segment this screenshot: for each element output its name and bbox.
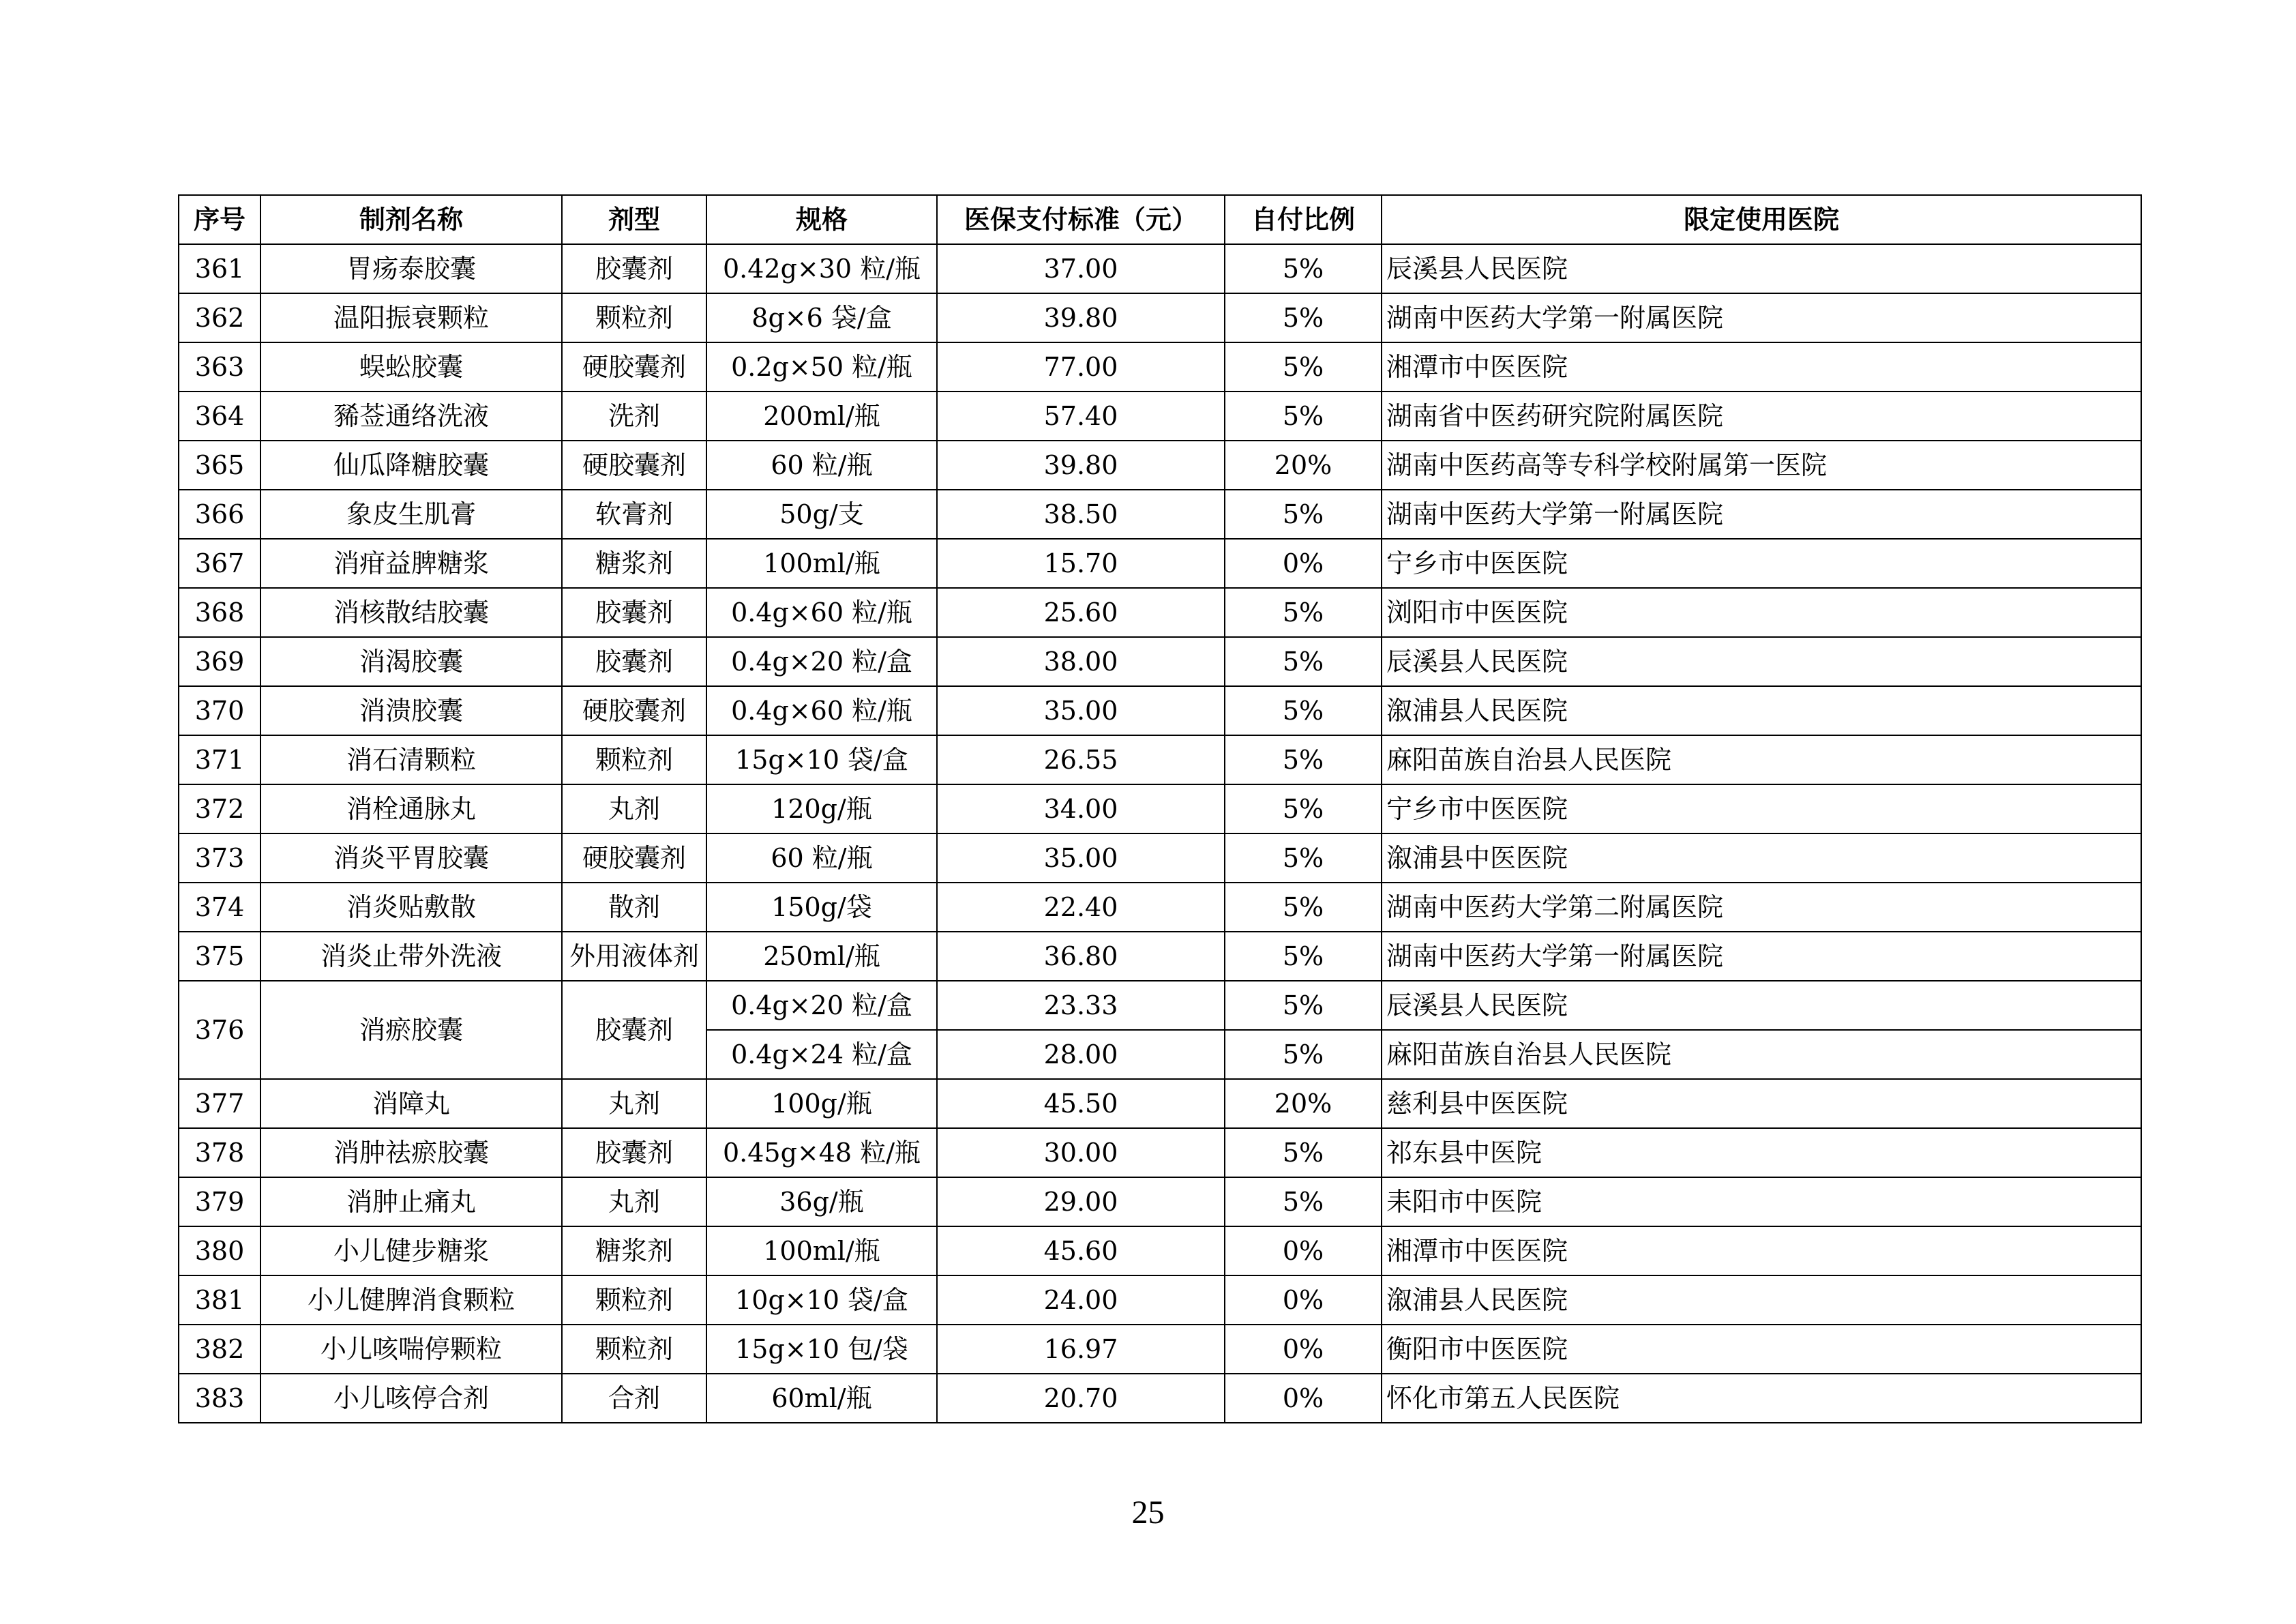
cell-name: 消障丸 [260, 1079, 562, 1128]
table-row [179, 1275, 2141, 1325]
cell-hospital: 辰溪县人民医院 [1382, 637, 2141, 686]
cell-name: 消炎贴敷散 [260, 883, 562, 932]
cell-form: 硬胶囊剂 [562, 342, 706, 392]
cell-price: 26.55 [937, 735, 1225, 784]
table-row [179, 784, 2141, 833]
cell-form: 丸剂 [562, 1079, 706, 1128]
cell-form: 胶囊剂 [562, 1128, 706, 1177]
cell-ratio: 0% [1225, 1374, 1382, 1423]
cell-price: 45.60 [937, 1226, 1225, 1275]
cell-form: 糖浆剂 [562, 539, 706, 588]
cell-serial: 374 [179, 883, 260, 932]
cell-hospital: 慈利县中医医院 [1382, 1079, 2141, 1128]
cell-ratio: 5% [1225, 784, 1382, 833]
cell-ratio: 5% [1225, 1030, 1382, 1079]
cell-name: 小儿健脾消食颗粒 [260, 1275, 562, 1325]
cell-price: 45.50 [937, 1079, 1225, 1128]
cell-serial: 363 [179, 342, 260, 392]
cell-spec: 200ml/瓶 [706, 392, 937, 441]
cell-spec: 0.4g×60 粒/瓶 [706, 588, 937, 637]
cell-hospital: 湘潭市中医医院 [1382, 342, 2141, 392]
cell-serial: 364 [179, 392, 260, 441]
cell-form: 胶囊剂 [562, 244, 706, 293]
cell-serial: 378 [179, 1128, 260, 1177]
cell-ratio: 20% [1225, 441, 1382, 490]
cell-name: 胃疡泰胶囊 [260, 244, 562, 293]
cell-serial: 373 [179, 833, 260, 883]
cell-price: 24.00 [937, 1275, 1225, 1325]
cell-form: 硬胶囊剂 [562, 441, 706, 490]
cell-spec: 10g×10 袋/盒 [706, 1275, 937, 1325]
cell-name: 消肿祛瘀胶囊 [260, 1128, 562, 1177]
cell-spec: 0.4g×60 粒/瓶 [706, 686, 937, 735]
cell-ratio: 5% [1225, 932, 1382, 981]
header-name: 制剂名称 [260, 195, 562, 244]
table-row [179, 539, 2141, 588]
header-hospital: 限定使用医院 [1382, 195, 2141, 244]
cell-serial: 379 [179, 1177, 260, 1226]
cell-spec: 0.4g×20 粒/盒 [706, 981, 937, 1030]
cell-serial: 375 [179, 932, 260, 981]
cell-ratio: 5% [1225, 293, 1382, 342]
cell-hospital: 浏阳市中医医院 [1382, 588, 2141, 637]
cell-hospital: 湖南中医药大学第二附属医院 [1382, 883, 2141, 932]
cell-name: 温阳振衰颗粒 [260, 293, 562, 342]
cell-spec: 50g/支 [706, 490, 937, 539]
cell-price: 35.00 [937, 686, 1225, 735]
cell-form: 硬胶囊剂 [562, 833, 706, 883]
cell-spec: 0.4g×20 粒/盒 [706, 637, 937, 686]
cell-name: 象皮生肌膏 [260, 490, 562, 539]
cell-price: 23.33 [937, 981, 1225, 1030]
cell-hospital: 溆浦县人民医院 [1382, 1275, 2141, 1325]
cell-ratio: 5% [1225, 637, 1382, 686]
cell-ratio: 5% [1225, 686, 1382, 735]
cell-spec: 0.2g×50 粒/瓶 [706, 342, 937, 392]
cell-name: 小儿健步糖浆 [260, 1226, 562, 1275]
cell-spec: 60 粒/瓶 [706, 833, 937, 883]
cell-ratio: 5% [1225, 342, 1382, 392]
page-number: 25 [1131, 1494, 1165, 1531]
cell-price: 25.60 [937, 588, 1225, 637]
table-row [179, 833, 2141, 883]
cell-ratio: 0% [1225, 1226, 1382, 1275]
cell-ratio: 5% [1225, 833, 1382, 883]
cell-serial: 380 [179, 1226, 260, 1275]
header-spec: 规格 [706, 195, 937, 244]
cell-spec: 120g/瓶 [706, 784, 937, 833]
cell-hospital: 辰溪县人民医院 [1382, 981, 2141, 1030]
cell-form: 散剂 [562, 883, 706, 932]
cell-ratio: 5% [1225, 981, 1382, 1030]
cell-hospital: 辰溪县人民医院 [1382, 244, 2141, 293]
cell-form: 胶囊剂 [562, 588, 706, 637]
table-row [179, 441, 2141, 490]
cell-price: 38.00 [937, 637, 1225, 686]
cell-ratio: 5% [1225, 883, 1382, 932]
table-row [179, 1079, 2141, 1128]
cell-hospital: 溆浦县人民医院 [1382, 686, 2141, 735]
cell-form: 胶囊剂 [562, 981, 706, 1079]
table-row [179, 342, 2141, 392]
cell-name: 消瘀胶囊 [260, 981, 562, 1079]
cell-price: 77.00 [937, 342, 1225, 392]
cell-hospital: 怀化市第五人民医院 [1382, 1374, 2141, 1423]
cell-name: 小儿咳喘停颗粒 [260, 1325, 562, 1374]
cell-form: 软膏剂 [562, 490, 706, 539]
cell-serial: 362 [179, 293, 260, 342]
cell-ratio: 5% [1225, 1128, 1382, 1177]
cell-name: 仙瓜降糖胶囊 [260, 441, 562, 490]
table-row [179, 293, 2141, 342]
table-row [179, 1177, 2141, 1226]
cell-form: 合剂 [562, 1374, 706, 1423]
cell-form: 胶囊剂 [562, 637, 706, 686]
cell-spec: 15g×10 包/袋 [706, 1325, 937, 1374]
cell-price: 35.00 [937, 833, 1225, 883]
cell-form: 颗粒剂 [562, 735, 706, 784]
cell-hospital: 衡阳市中医医院 [1382, 1325, 2141, 1374]
cell-name: 消渴胶囊 [260, 637, 562, 686]
cell-serial: 361 [179, 244, 260, 293]
cell-form: 丸剂 [562, 1177, 706, 1226]
cell-price: 15.70 [937, 539, 1225, 588]
table-row [179, 588, 2141, 637]
cell-name: 蜈蚣胶囊 [260, 342, 562, 392]
cell-serial: 381 [179, 1275, 260, 1325]
header-ratio: 自付比例 [1225, 195, 1382, 244]
cell-ratio: 0% [1225, 1325, 1382, 1374]
cell-spec: 0.45g×48 粒/瓶 [706, 1128, 937, 1177]
table-row [179, 883, 2141, 932]
cell-hospital: 麻阳苗族自治县人民医院 [1382, 1030, 2141, 1079]
cell-form: 洗剂 [562, 392, 706, 441]
cell-price: 29.00 [937, 1177, 1225, 1226]
cell-price: 30.00 [937, 1128, 1225, 1177]
cell-serial: 383 [179, 1374, 260, 1423]
cell-spec: 100ml/瓶 [706, 1226, 937, 1275]
header-form: 剂型 [562, 195, 706, 244]
cell-ratio: 5% [1225, 735, 1382, 784]
cell-serial: 371 [179, 735, 260, 784]
cell-name: 消炎止带外洗液 [260, 932, 562, 981]
table-header-row [179, 195, 2141, 244]
cell-serial: 369 [179, 637, 260, 686]
cell-serial: 377 [179, 1079, 260, 1128]
cell-serial: 376 [179, 981, 260, 1079]
cell-serial: 372 [179, 784, 260, 833]
cell-name: 消炎平胃胶囊 [260, 833, 562, 883]
cell-serial: 370 [179, 686, 260, 735]
cell-form: 颗粒剂 [562, 1325, 706, 1374]
cell-spec: 150g/袋 [706, 883, 937, 932]
cell-name: 消栓通脉丸 [260, 784, 562, 833]
cell-spec: 36g/瓶 [706, 1177, 937, 1226]
cell-hospital: 耒阳市中医院 [1382, 1177, 2141, 1226]
table-row [179, 932, 2141, 981]
cell-ratio: 0% [1225, 539, 1382, 588]
cell-spec: 0.4g×24 粒/盒 [706, 1030, 937, 1079]
cell-form: 颗粒剂 [562, 293, 706, 342]
cell-price: 20.70 [937, 1374, 1225, 1423]
cell-spec: 60ml/瓶 [706, 1374, 937, 1423]
table-row [179, 1226, 2141, 1275]
cell-ratio: 5% [1225, 588, 1382, 637]
table-row [179, 637, 2141, 686]
table-row [179, 1128, 2141, 1177]
cell-form: 糖浆剂 [562, 1226, 706, 1275]
table-row [179, 981, 2141, 1030]
drug-price-table [178, 194, 2142, 1423]
cell-price: 57.40 [937, 392, 1225, 441]
cell-price: 39.80 [937, 441, 1225, 490]
header-price: 医保支付标准（元） [937, 195, 1225, 244]
cell-hospital: 湖南省中医药研究院附属医院 [1382, 392, 2141, 441]
cell-hospital: 宁乡市中医医院 [1382, 539, 2141, 588]
table-row [179, 1325, 2141, 1374]
cell-name: 消肿止痛丸 [260, 1177, 562, 1226]
table-row [179, 686, 2141, 735]
cell-price: 16.97 [937, 1325, 1225, 1374]
table-body [179, 244, 2141, 1423]
cell-hospital: 麻阳苗族自治县人民医院 [1382, 735, 2141, 784]
cell-spec: 100g/瓶 [706, 1079, 937, 1128]
cell-hospital: 湖南中医药高等专科学校附属第一医院 [1382, 441, 2141, 490]
cell-hospital: 祁东县中医院 [1382, 1128, 2141, 1177]
cell-name: 消溃胶囊 [260, 686, 562, 735]
cell-spec: 60 粒/瓶 [706, 441, 937, 490]
table-row [179, 735, 2141, 784]
cell-price: 38.50 [937, 490, 1225, 539]
cell-hospital: 湘潭市中医医院 [1382, 1226, 2141, 1275]
cell-ratio: 20% [1225, 1079, 1382, 1128]
table-row [179, 392, 2141, 441]
cell-ratio: 5% [1225, 490, 1382, 539]
table-row [179, 244, 2141, 293]
cell-name: 小儿咳停合剂 [260, 1374, 562, 1423]
cell-hospital: 湖南中医药大学第一附属医院 [1382, 932, 2141, 981]
cell-name: 消核散结胶囊 [260, 588, 562, 637]
table-row [179, 1374, 2141, 1423]
cell-ratio: 5% [1225, 1177, 1382, 1226]
cell-form: 外用液体剂 [562, 932, 706, 981]
cell-ratio: 5% [1225, 244, 1382, 293]
cell-name: 消石清颗粒 [260, 735, 562, 784]
header-serial: 序号 [179, 195, 260, 244]
cell-hospital: 溆浦县中医医院 [1382, 833, 2141, 883]
cell-hospital: 湖南中医药大学第一附属医院 [1382, 490, 2141, 539]
cell-serial: 382 [179, 1325, 260, 1374]
cell-price: 28.00 [937, 1030, 1225, 1079]
cell-spec: 0.42g×30 粒/瓶 [706, 244, 937, 293]
cell-ratio: 5% [1225, 392, 1382, 441]
cell-spec: 100ml/瓶 [706, 539, 937, 588]
cell-serial: 367 [179, 539, 260, 588]
cell-form: 硬胶囊剂 [562, 686, 706, 735]
cell-spec: 15g×10 袋/盒 [706, 735, 937, 784]
cell-price: 34.00 [937, 784, 1225, 833]
cell-price: 22.40 [937, 883, 1225, 932]
cell-price: 39.80 [937, 293, 1225, 342]
cell-form: 丸剂 [562, 784, 706, 833]
cell-serial: 368 [179, 588, 260, 637]
cell-name: 豨莶通络洗液 [260, 392, 562, 441]
cell-spec: 8g×6 袋/盒 [706, 293, 937, 342]
cell-name: 消疳益脾糖浆 [260, 539, 562, 588]
table-row [179, 490, 2141, 539]
cell-price: 37.00 [937, 244, 1225, 293]
cell-spec: 250ml/瓶 [706, 932, 937, 981]
cell-hospital: 湖南中医药大学第一附属医院 [1382, 293, 2141, 342]
cell-form: 颗粒剂 [562, 1275, 706, 1325]
cell-serial: 365 [179, 441, 260, 490]
cell-price: 36.80 [937, 932, 1225, 981]
cell-serial: 366 [179, 490, 260, 539]
cell-hospital: 宁乡市中医医院 [1382, 784, 2141, 833]
cell-ratio: 0% [1225, 1275, 1382, 1325]
